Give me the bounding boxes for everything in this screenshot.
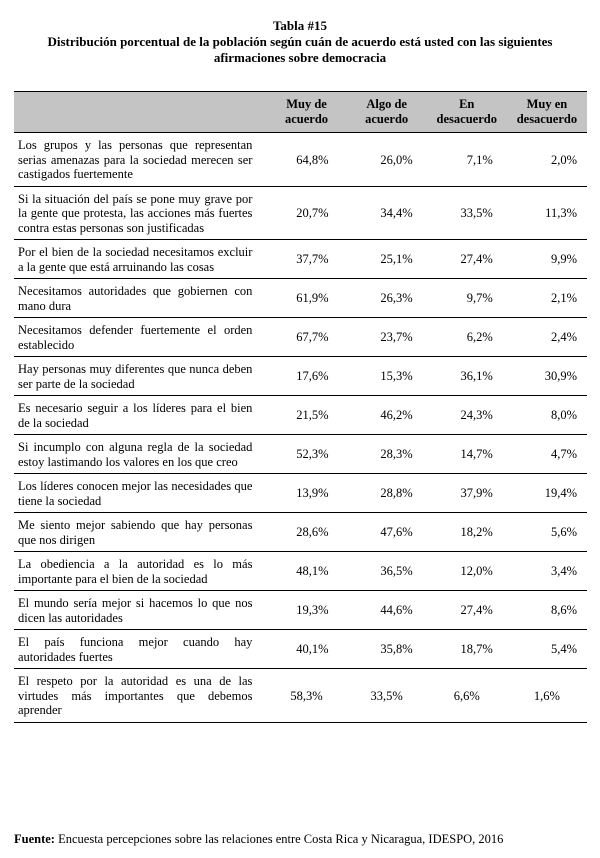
row-value: 9,7% [427, 279, 507, 318]
row-value: 58,3% [266, 669, 346, 723]
row-value: 47,6% [347, 513, 427, 552]
row-value: 9,9% [507, 240, 587, 279]
row-value: 21,5% [266, 396, 346, 435]
row-value: 28,6% [266, 513, 346, 552]
column-header-algo-de-acuerdo: Algo de acuerdo [347, 92, 427, 133]
table-row [14, 318, 587, 357]
table-row [14, 435, 587, 474]
table-row [14, 133, 587, 187]
row-statement: Los líderes conocen mejor las necesidades que tiene la sociedad [14, 474, 266, 513]
row-value: 7,1% [427, 133, 507, 187]
table-row [14, 552, 587, 591]
row-value: 48,1% [266, 552, 346, 591]
row-value: 18,7% [427, 630, 507, 669]
row-statement: El mundo sería mejor si hacemos lo que nos dicen las autoridades [14, 591, 266, 630]
table-row [14, 240, 587, 279]
row-value: 11,3% [507, 186, 587, 240]
row-value: 61,9% [266, 279, 346, 318]
row-value: 8,0% [507, 396, 587, 435]
table-row [14, 357, 587, 396]
table-row [14, 279, 587, 318]
row-value: 19,4% [507, 474, 587, 513]
row-value: 64,8% [266, 133, 346, 187]
column-header-muy-de-acuerdo: Muy de acuerdo [266, 92, 346, 133]
row-value: 20,7% [266, 186, 346, 240]
row-value: 36,5% [347, 552, 427, 591]
row-value: 8,6% [507, 591, 587, 630]
table-row [14, 591, 587, 630]
row-statement: Es necesario seguir a los líderes para el bien de la sociedad [14, 396, 266, 435]
row-value: 2,0% [507, 133, 587, 187]
row-statement: Si la situación del país se pone muy grave por la gente que protesta, las acciones más fuertes contra estas personas son justificadas [14, 186, 266, 240]
row-statement: Necesitamos defender fuertemente el orden establecido [14, 318, 266, 357]
source-note [14, 832, 594, 847]
row-statement: Hay personas muy diferentes que nunca deben ser parte de la sociedad [14, 357, 266, 396]
row-value: 33,5% [427, 186, 507, 240]
row-value: 14,7% [427, 435, 507, 474]
table-header-row [14, 92, 587, 133]
table-subtitle: Distribución porcentual de la población según cuán de acuerdo está usted con las siguientes afirmaciones sobre democracia [47, 34, 553, 65]
row-value: 19,3% [266, 591, 346, 630]
row-value: 30,9% [507, 357, 587, 396]
column-header-en-desacuerdo: En desacuerdo [427, 92, 507, 133]
row-value: 2,4% [507, 318, 587, 357]
row-value: 26,3% [347, 279, 427, 318]
table-row [14, 669, 587, 723]
row-value: 5,6% [507, 513, 587, 552]
row-statement: Los grupos y las personas que representan serias amenazas para la sociedad merecen ser castigados fuertemente [14, 133, 266, 187]
row-value: 13,9% [266, 474, 346, 513]
column-header-muy-en-desacuerdo: Muy en desacuerdo [507, 92, 587, 133]
table-row [14, 474, 587, 513]
data-table [14, 91, 587, 723]
row-value: 2,1% [507, 279, 587, 318]
row-statement: Necesitamos autoridades que gobiernen con mano dura [14, 279, 266, 318]
row-value: 28,8% [347, 474, 427, 513]
source-label: Fuente: [14, 832, 55, 846]
row-value: 4,7% [507, 435, 587, 474]
row-value: 1,6% [507, 669, 587, 723]
table-title: Tabla #15 [272, 18, 328, 33]
row-value: 40,1% [266, 630, 346, 669]
row-value: 36,1% [427, 357, 507, 396]
row-value: 46,2% [347, 396, 427, 435]
row-statement: El respeto por la autoridad es una de las virtudes más importantes que debemos aprender [14, 669, 266, 723]
row-value: 28,3% [347, 435, 427, 474]
row-value: 3,4% [507, 552, 587, 591]
row-value: 17,6% [266, 357, 346, 396]
row-value: 5,4% [507, 630, 587, 669]
row-statement: El país funciona mejor cuando hay autoridades fuertes [14, 630, 266, 669]
row-value: 33,5% [347, 669, 427, 723]
row-statement: Si incumplo con alguna regla de la sociedad estoy lastimando los valores en los que creo [14, 435, 266, 474]
row-value: 6,6% [427, 669, 507, 723]
row-value: 12,0% [427, 552, 507, 591]
row-value: 18,2% [427, 513, 507, 552]
row-value: 37,7% [266, 240, 346, 279]
table-row [14, 513, 587, 552]
row-value: 27,4% [427, 591, 507, 630]
row-value: 67,7% [266, 318, 346, 357]
row-value: 6,2% [427, 318, 507, 357]
row-value: 44,6% [347, 591, 427, 630]
row-value: 26,0% [347, 133, 427, 187]
table-row [14, 186, 587, 240]
row-statement: La obediencia a la autoridad es lo más importante para el bien de la sociedad [14, 552, 266, 591]
row-value: 23,7% [347, 318, 427, 357]
row-statement: Me siento mejor sabiendo que hay personas que nos dirigen [14, 513, 266, 552]
row-value: 24,3% [427, 396, 507, 435]
row-value: 27,4% [427, 240, 507, 279]
row-value: 34,4% [347, 186, 427, 240]
row-value: 52,3% [266, 435, 346, 474]
row-value: 37,9% [427, 474, 507, 513]
table-row [14, 630, 587, 669]
source-text: Encuesta percepciones sobre las relaciones entre Costa Rica y Nicaragua, IDESPO, 2016 [54, 832, 504, 846]
row-statement: Por el bien de la sociedad necesitamos excluir a la gente que está arruinando las cosas [14, 240, 266, 279]
column-header-statement [14, 92, 266, 133]
row-value: 25,1% [347, 240, 427, 279]
row-value: 35,8% [347, 630, 427, 669]
row-value: 15,3% [347, 357, 427, 396]
table-row [14, 396, 587, 435]
